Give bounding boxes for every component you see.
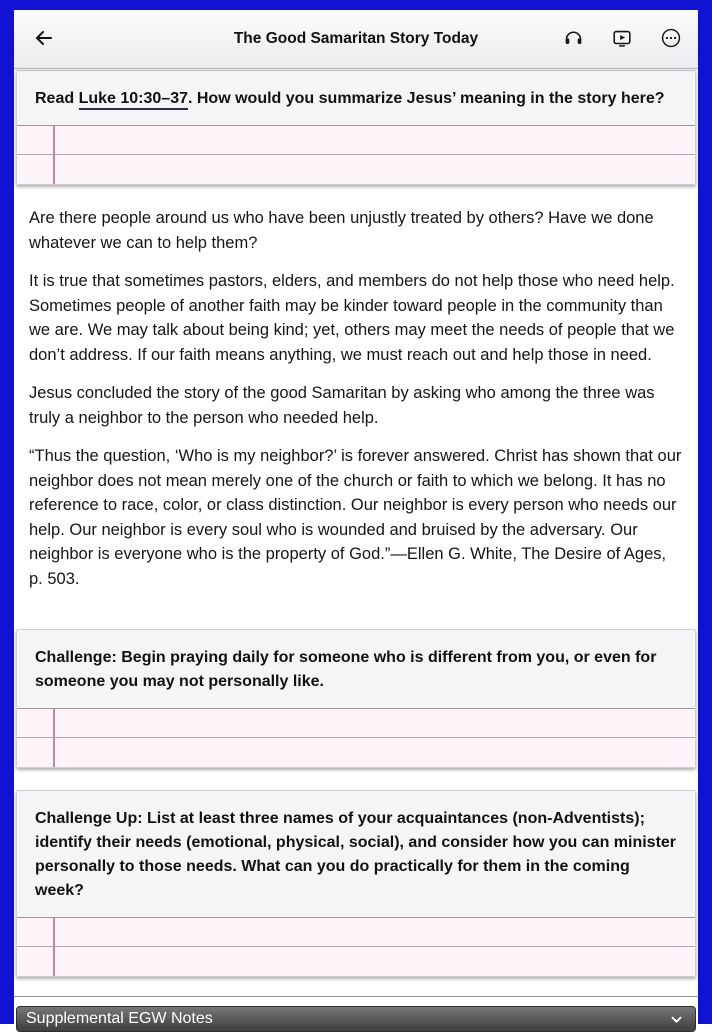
challenge-up-prompt: Challenge Up: List at least three names of your acquaintances (non-Adventists); identify their needs (emotional, physical, social), and consider how you can minister personally to those needs. What can you do practically for them in the coming week? [17,791,695,918]
challenge-up-card [16,790,696,977]
answer-line[interactable] [17,155,695,184]
egw-notes-toggle[interactable] [16,1006,696,1032]
egw-notes-label: Supplemental EGW Notes [26,1010,213,1027]
scripture-link[interactable]: Luke 10:30–37 [79,90,188,110]
commentary-article [14,185,698,611]
page-title: The Good Samaritan Story Today [233,30,479,47]
arrow-left-icon [32,26,56,53]
answer-line[interactable] [17,947,695,976]
lesson-content [14,68,698,1032]
question-prompt [17,71,695,126]
header-actions [561,25,684,54]
answer-line[interactable] [17,918,695,947]
more-options-button[interactable] [658,25,684,54]
paragraph: Jesus concluded the story of the good Samaritan by asking who among the three was truly a neighbor to the person who needed help. [29,384,655,427]
answer-line[interactable] [17,738,695,767]
watch-video-button[interactable] [609,25,635,54]
question-suffix: . How would you summarize Jesus’ meaning in the story here? [187,90,665,107]
section-divider [14,996,698,997]
lesson-page [14,10,698,1027]
headphones-icon [563,27,584,51]
paragraph: Are there people around us who have been unjustly treated by others? Have we done whatever we can to help them? [29,209,654,252]
paragraph: It is true that sometimes pastors, elders, and members do not help those who need help. Sometimes people of another faith may be kinder toward people in the community than we are. We may talk about being kind; yet, others may meet the needs of people that we don’t address. If our faith means anything, we must reach out and help those in need. [29,272,675,364]
question-card [16,70,696,185]
app-header [14,10,698,68]
answer-line[interactable] [17,126,695,155]
ellipsis-circle-icon [660,27,682,52]
answer-lines [17,918,695,976]
answer-lines [17,709,695,767]
challenge-prompt: Challenge: Begin praying daily for someone who is different from you, or even for someone you may not personally like. [17,630,695,709]
paragraph: “Thus the question, ‘Who is my neighbor?’ is forever answered. Christ has shown that our neighbor does not mean merely one of the church or faith to which we belong. It has no reference to race, color, or class distinction. Our neighbor is every person who needs our help. Our neighbor is every soul who is wounded and bruised by the adversary. Our neighbor is everyone who is the property of God.”—Ellen G. White, The Desire of Ages, p. 503. [29,447,682,588]
challenge-card [16,629,696,768]
answer-lines [17,126,695,184]
question-prefix: Read [35,90,79,107]
back-button[interactable] [28,22,60,57]
video-player-icon [611,27,633,52]
chevron-down-icon [669,1012,684,1027]
answer-line[interactable] [17,709,695,738]
listen-audio-button[interactable] [561,25,586,53]
